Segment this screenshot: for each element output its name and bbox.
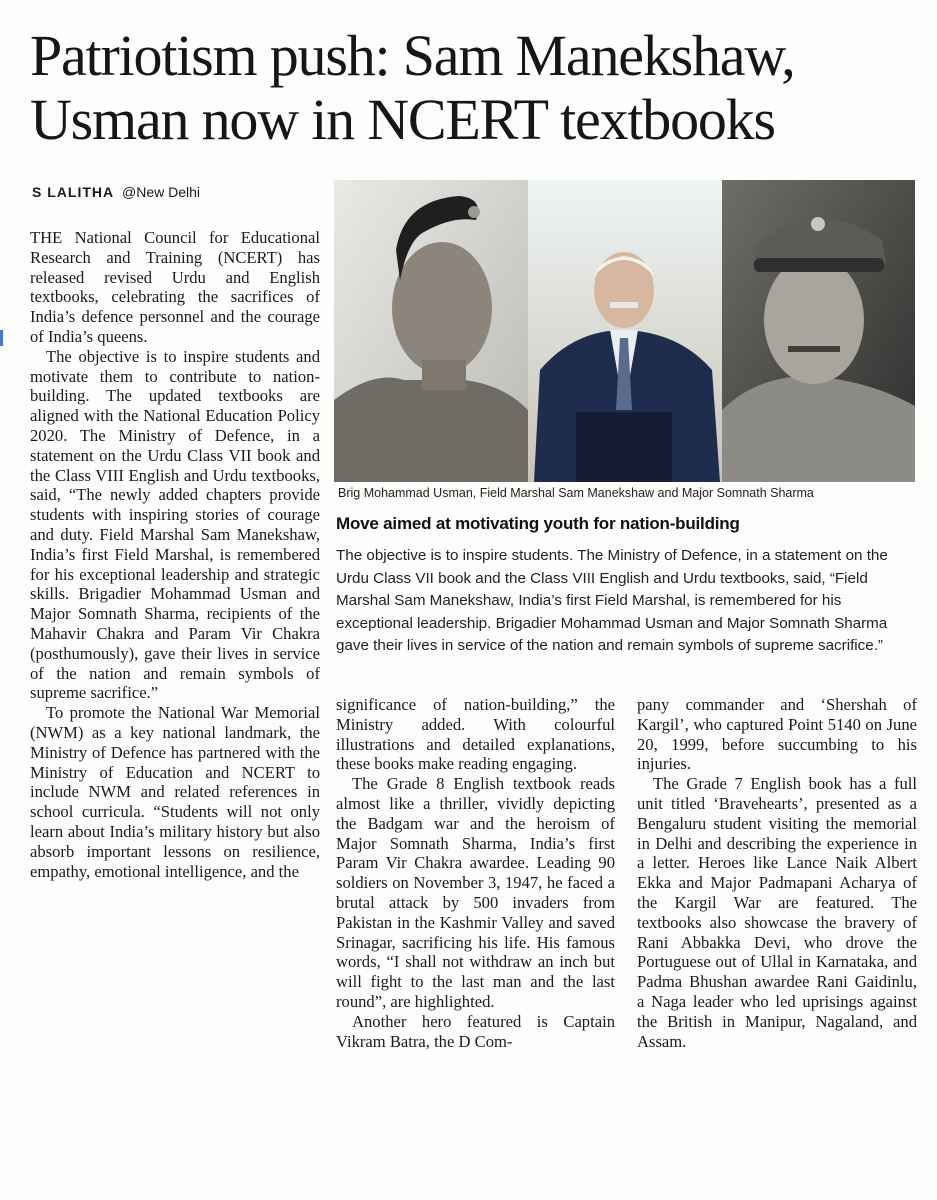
byline: [32, 184, 200, 200]
paragraph: Another hero featured is Captain Vikram Batra, the D Com-: [336, 1011, 615, 1051]
paragraph: significance of nation-building,” the Ministry added. With colourful illustrations and detailed explanations, these books make reading engaging.: [336, 695, 615, 774]
headline: Patriotism push: Sam Manekshaw, Usman now in NCERT textbooks: [30, 23, 795, 152]
portrait-sharma: [722, 180, 915, 482]
box-text: The objective is to inspire students. The Ministry of Defence, in a statement on the Urdu Class VII book and the Class VIII English and Urdu textbooks, said, “Field Marshal Sam Manekshaw, India’s first Field Marshal, is remembered for his exceptional leadership. Brigadier Mohammad Usman and Major Somnath Sharma gave their lives in service of the nation and remain symbols of supreme sacrifice.”: [336, 547, 888, 654]
body-column-1: [30, 228, 320, 881]
photo-illustration: [334, 180, 915, 482]
portrait-usman: [334, 180, 528, 482]
box-subhead: Move aimed at motivating youth for nation-building: [336, 514, 740, 533]
author-name: S LALITHA: [32, 184, 115, 200]
portrait-manekshaw: [528, 180, 722, 482]
paragraph: THE National Council for Educational Research and Training (NCERT) has released revised Urdu and English textbooks, celebrating the sacrifices of India’s defence personnel and the courage of India’s queens.: [30, 228, 320, 346]
edge-marker: [0, 330, 3, 346]
paragraph: pany commander and ‘Shershah of Kargil’, who captured Point 5140 on June 20, 1999, before succumbing to his injuries.: [637, 695, 917, 774]
paragraph: To promote the National War Memorial (NWM) as a key national landmark, the Ministry of Defence has partnered with the Ministry of Education and NCERT to include NWM and related references in school curricula. “Students will not only learn about India’s military history but also absorb important lessons on resilience, empathy, emotional intelligence, and the: [30, 703, 320, 881]
dateline: @New Delhi: [122, 184, 201, 200]
paragraph: The objective is to inspire students and motivate them to contribute to nation-building. The updated textbooks are aligned with the National Education Policy 2020. The Ministry of Defence, in a statement on the Urdu Class VII book and the Class VIII English and Urdu textbooks, said, “The newly added chapters provide students with inspiring stories of courage and duty. Field Marshal Sam Manekshaw, India’s first Field Marshal, is remembered for his exceptional leadership and strategic skills. Brigadier Mohammad Usman and Major Somnath Sharma, recipients of the Mahavir Chakra and Param Vir Chakra (posthumously), gave their lives in service of the nation and remain symbols of supreme sacrifice.”: [30, 346, 320, 703]
body-column-3: [637, 695, 917, 1051]
body-column-2: [336, 695, 615, 1051]
photo-caption: Brig Mohammad Usman, Field Marshal Sam Manekshaw and Major Somnath Sharma: [338, 486, 814, 500]
paragraph: The Grade 7 English book has a full unit titled ‘Bravehearts’, presented as a Bengaluru student visiting the memorial in Delhi and describing the experience in a letter. Heroes like Lance Naik Albert Ekka and Major Padmapani Acharya of the Kargil War are featured. The textbooks also showcase the bravery of Rani Abbakka Devi, who drove the Portuguese out of Ullal in Karnataka, and Padma Bhushan awardee Rani Gaidinlu, a Naga leader who led uprisings against the British in Manipur, Nagaland, and Assam.: [637, 774, 917, 1051]
lead-photo: [334, 180, 915, 482]
paragraph: The Grade 8 English textbook reads almost like a thriller, vividly depicting the Badgam war and the heroism of Major Somnath Sharma, India’s first Param Vir Chakra awardee. Leading 90 soldiers on November 3, 1947, he faced a brutal attack by 500 invaders from Pakistan in the Kashmir Valley and saved Srinagar, sacrificing his life. His famous words, “I shall not withdraw an inch but will fight to the last man and the last round”, are highlighted.: [336, 774, 615, 1011]
